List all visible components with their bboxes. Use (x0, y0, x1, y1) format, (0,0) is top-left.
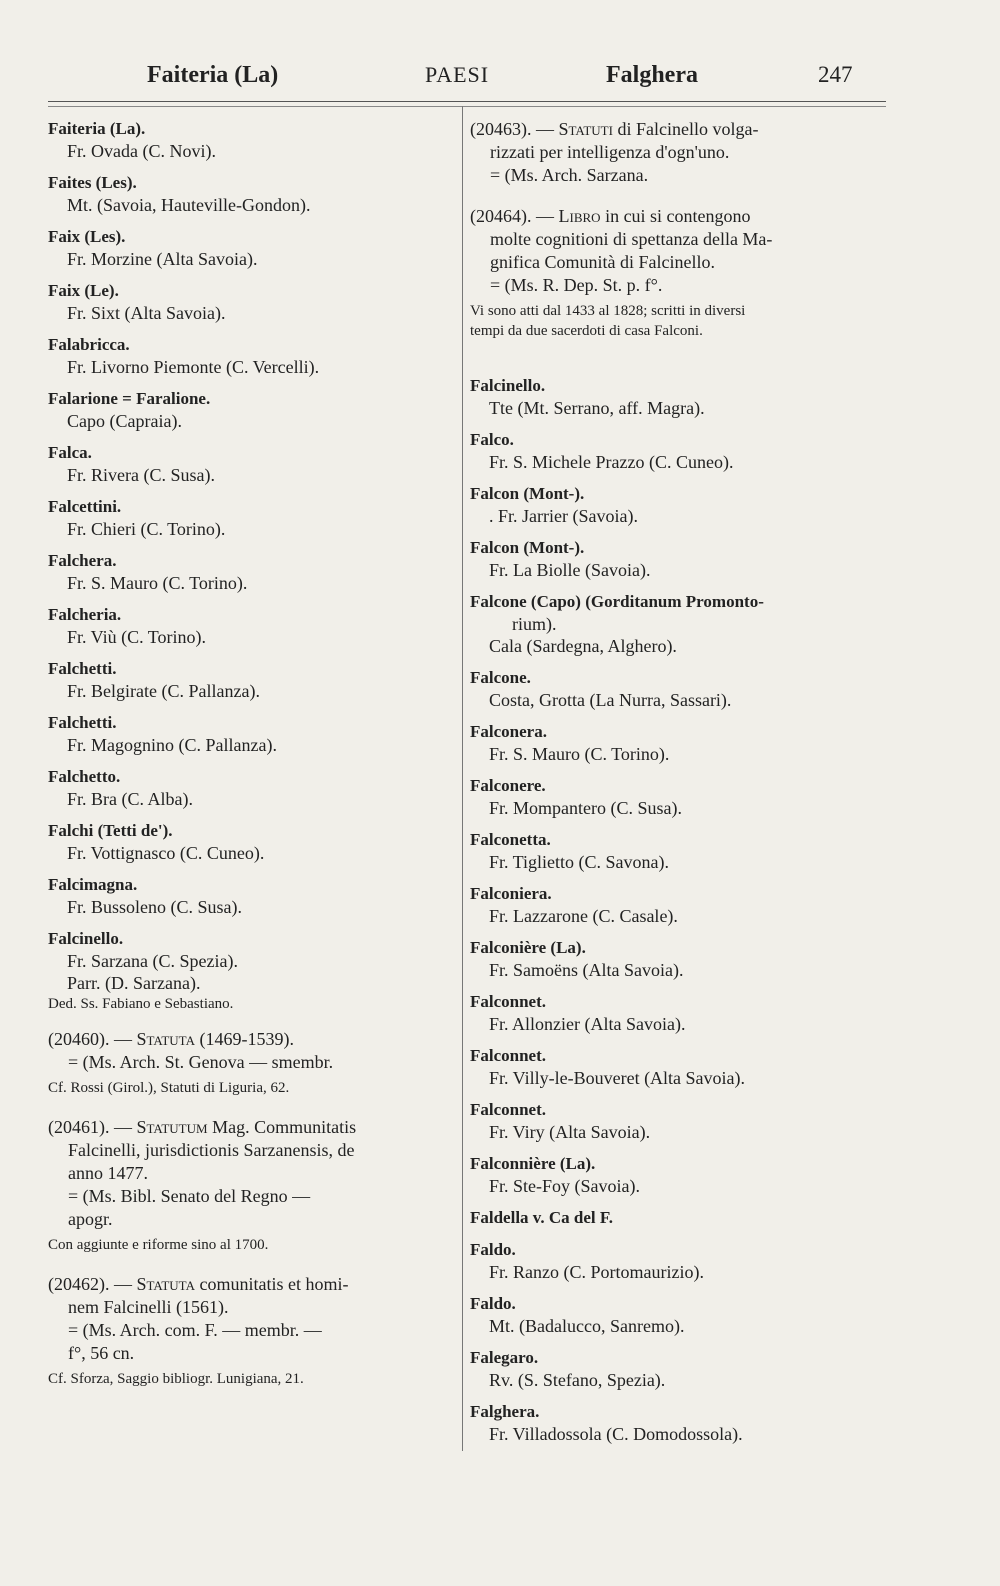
header-left-term: Faiteria (La) (147, 62, 279, 88)
list-item (48, 226, 458, 270)
statute-entry (470, 118, 865, 187)
entry-head: Falconnet. (470, 992, 547, 1011)
entry-line: Fr. Lazzarone (C. Casale). (489, 906, 678, 926)
statute-note: Vi sono atti dal 1433 al 1828; scritti in diversi (470, 303, 746, 319)
entry-line: Fr. La Biolle (Savoia). (489, 560, 651, 580)
statute-text: Mag. Communitatis (212, 1117, 357, 1137)
list-item (48, 820, 458, 864)
statute-text: comunitatis et homi- (199, 1274, 349, 1294)
entry-line: . Fr. Jarrier (Savoia). (489, 506, 638, 526)
entry-head: Falca. (48, 443, 92, 462)
entry-head: Falconière (La). (470, 938, 586, 957)
entry-head: Falcone (Capo) (Gorditanum Promonto- (470, 592, 764, 611)
entry-line: Rv. (S. Stefano, Spezia). (489, 1370, 666, 1390)
entry-head: Falcone. (470, 668, 531, 687)
list-item (470, 991, 865, 1035)
entry-line: Fr. Allonzier (Alta Savoia). (489, 1014, 686, 1034)
entry-head: Falchi (Tetti de'). (48, 821, 173, 840)
entry-line: Fr. Villadossola (C. Domodossola). (489, 1424, 743, 1444)
entry-line: Fr. S. Michele Prazzo (C. Cuneo). (489, 452, 734, 472)
page-header (0, 56, 1000, 96)
left-column (48, 118, 458, 1399)
entry-line: Capo (Capraia). (67, 411, 182, 431)
statute-number: (20462). (48, 1274, 110, 1294)
entry-head: Falcheria. (48, 605, 122, 624)
entry-line: Fr. Bra (C. Alba). (67, 789, 193, 809)
entry-line: Mt. (Savoia, Hauteville-Gondon). (67, 195, 311, 215)
list-item (48, 496, 458, 540)
list-item (470, 1099, 865, 1143)
list-item (470, 667, 865, 711)
statute-note: Cf. Rossi (Girol.), Statuti di Liguria, 62. (48, 1080, 290, 1096)
entry-line: Fr. Viù (C. Torino). (67, 627, 207, 647)
statute-number: (20461). (48, 1117, 110, 1137)
list-item (48, 766, 458, 810)
list-item (48, 442, 458, 486)
list-item (470, 937, 865, 981)
entry-head: Falcon (Mont-). (470, 484, 585, 503)
statute-title: Statuta (136, 1029, 195, 1049)
entry-line: Fr. S. Mauro (C. Torino). (67, 573, 248, 593)
list-item (470, 775, 865, 819)
list-item (470, 1401, 865, 1445)
list-item (470, 375, 865, 419)
list-item (470, 1153, 865, 1197)
page-number: 247 (818, 62, 853, 87)
entry-head: Falcinello. (470, 376, 546, 395)
statute-cont: gnifica Comunità di Falcinello. (490, 252, 715, 272)
entry-head: Falconnet. (470, 1046, 547, 1065)
entry-head: Falchetti. (48, 659, 117, 678)
list-item (470, 537, 865, 581)
statute-title: Statuta (136, 1274, 195, 1294)
statute-cont: f°, 56 cn. (68, 1343, 135, 1363)
statute-entry (48, 1028, 458, 1098)
statute-title: Libro (558, 206, 601, 226)
dedication: Ded. Ss. Fabiano e Sebastiano. (48, 996, 234, 1012)
statute-text: di Falcinello volga- (617, 119, 759, 139)
entry-line: Fr. Vottignasco (C. Cuneo). (67, 843, 265, 863)
entry-head: Falcon (Mont-). (470, 538, 585, 557)
list-item (470, 883, 865, 927)
list-item (470, 829, 865, 873)
statute-cont: molte cognitioni di spettanza della Ma- (490, 229, 773, 249)
entry-head: Faites (Les). (48, 173, 137, 192)
entry-line: Fr. Tiglietto (C. Savona). (489, 852, 670, 872)
statute-entry (48, 1273, 458, 1389)
list-item (470, 1207, 865, 1229)
entry-head: Faix (Le). (48, 281, 119, 300)
list-item (470, 1293, 865, 1337)
entry-line: Fr. Magognino (C. Pallanza). (67, 735, 277, 755)
entry-line: Fr. Morzine (Alta Savoia). (67, 249, 258, 269)
entry-head: Faix (Les). (48, 227, 126, 246)
entry-head: Falconera. (470, 722, 547, 741)
statute-source: = (Ms. Arch. Sarzana. (490, 165, 649, 185)
statute-note: Con aggiunte e riforme sino al 1700. (48, 1237, 269, 1253)
entry-head: Falcimagna. (48, 875, 138, 894)
list-item (470, 1239, 865, 1283)
statute-title: Statuti (558, 119, 613, 139)
entry-line: Fr. Villy-le-Bouveret (Alta Savoia). (489, 1068, 746, 1088)
entry-line: Fr. Ranzo (C. Portomaurizio). (489, 1262, 704, 1282)
entry-line: Fr. Ste-Foy (Savoia). (489, 1176, 640, 1196)
entry-head: Falabricca. (48, 335, 130, 354)
statute-source: = (Ms. Arch. com. F. — membr. — (68, 1320, 322, 1340)
list-item (470, 1045, 865, 1089)
statute-dash: — (114, 1274, 132, 1294)
entry-line: Fr. Samoëns (Alta Savoia). (489, 960, 684, 980)
statute-title: Statutum (136, 1117, 208, 1137)
statute-dash: — (536, 206, 554, 226)
list-item (48, 172, 458, 216)
list-item (470, 1347, 865, 1391)
entry-line: Fr. Bussoleno (C. Susa). (67, 897, 243, 917)
entry-line: Fr. Chieri (C. Torino). (67, 519, 226, 539)
entry-head: Faiteria (La). (48, 119, 146, 138)
entry-line: Fr. Belgirate (C. Pallanza). (67, 681, 260, 701)
falcinello-entry (48, 928, 458, 1014)
entry-head: Falconiera. (470, 884, 552, 903)
list-item (48, 280, 458, 324)
statute-source: = (Ms. Arch. St. Genova — smembr. (68, 1052, 334, 1072)
list-item (48, 712, 458, 756)
statute-number: (20464). (470, 206, 532, 226)
statute-source: = (Ms. Bibl. Senato del Regno — (68, 1186, 311, 1206)
entry-line: Parr. (D. Sarzana). (67, 973, 201, 993)
entry-line: rium). (512, 614, 557, 634)
entry-line: Mt. (Badalucco, Sanremo). (489, 1316, 685, 1336)
statute-number: (20460). (48, 1029, 110, 1049)
entry-head: Falghera. (470, 1402, 540, 1421)
statute-text: in cui si contengono (605, 206, 751, 226)
entry-head: Faldo. (470, 1240, 516, 1259)
entry-line: Fr. Sarzana (C. Spezia). (67, 951, 238, 971)
statute-source: = (Ms. R. Dep. St. p. f°. (490, 275, 663, 295)
entry-line: Costa, Grotta (La Nurra, Sassari). (489, 690, 732, 710)
entry-line: Fr. Ovada (C. Novi). (67, 141, 216, 161)
entry-head: Falcinello. (48, 929, 124, 948)
right-column (470, 118, 865, 1455)
entry-head: Faldella v. Ca del F. (470, 1208, 613, 1227)
list-item (470, 591, 865, 657)
list-item (48, 118, 458, 162)
entry-line: Fr. Sixt (Alta Savoia). (67, 303, 226, 323)
entry-head: Falchera. (48, 551, 117, 570)
column-divider (462, 106, 463, 1451)
list-item (470, 483, 865, 527)
entry-line: Tte (Mt. Serrano, aff. Magra). (489, 398, 705, 418)
list-item (470, 429, 865, 473)
list-item (48, 334, 458, 378)
entry-head: Falcettini. (48, 497, 122, 516)
statute-number: (20463). (470, 119, 532, 139)
entry-line: Cala (Sardegna, Alghero). (489, 636, 677, 656)
list-item (48, 604, 458, 648)
entry-head: Falconetta. (470, 830, 551, 849)
list-item (48, 658, 458, 702)
statute-cont: Falcinelli, jurisdictionis Sarzanensis, de (68, 1140, 355, 1160)
entry-head: Falconnet. (470, 1100, 547, 1119)
list-item (48, 874, 458, 918)
statute-entry (48, 1116, 458, 1255)
statute-dash: — (114, 1117, 132, 1137)
entry-line: Fr. S. Mauro (C. Torino). (489, 744, 670, 764)
statute-cont: anno 1477. (68, 1163, 148, 1183)
statute-note: tempi da due sacerdoti di casa Falconi. (470, 323, 703, 339)
entry-head: Falarione = Faralione. (48, 389, 211, 408)
statute-entry (470, 205, 865, 341)
statute-cont: apogr. (68, 1209, 113, 1229)
entry-head: Falchetti. (48, 713, 117, 732)
entry-line: Fr. Livorno Piemonte (C. Vercelli). (67, 357, 320, 377)
entry-head: Falchetto. (48, 767, 121, 786)
header-rule (48, 101, 886, 102)
list-item (470, 721, 865, 765)
entry-line: Fr. Viry (Alta Savoia). (489, 1122, 651, 1142)
statute-text: (1469-1539). (199, 1029, 294, 1049)
list-item (48, 550, 458, 594)
statute-dash: — (536, 119, 554, 139)
header-rule-secondary (48, 106, 886, 107)
entry-head: Falconnière (La). (470, 1154, 596, 1173)
list-item (48, 388, 458, 432)
entry-head: Faldo. (470, 1294, 516, 1313)
statute-cont: nem Falcinelli (1561). (68, 1297, 229, 1317)
statute-dash: — (114, 1029, 132, 1049)
entry-head: Falegaro. (470, 1348, 539, 1367)
statute-cont: rizzati per intelligenza d'ogn'uno. (490, 142, 730, 162)
entry-head: Falconere. (470, 776, 546, 795)
entry-line: Fr. Rivera (C. Susa). (67, 465, 215, 485)
statute-note: Cf. Sforza, Saggio bibliogr. Lunigiana, 21. (48, 1371, 304, 1387)
entry-line: Fr. Mompantero (C. Susa). (489, 798, 682, 818)
header-right-term: Falghera (606, 62, 698, 88)
header-section-title: PAESI (425, 62, 490, 87)
entry-head: Falco. (470, 430, 514, 449)
